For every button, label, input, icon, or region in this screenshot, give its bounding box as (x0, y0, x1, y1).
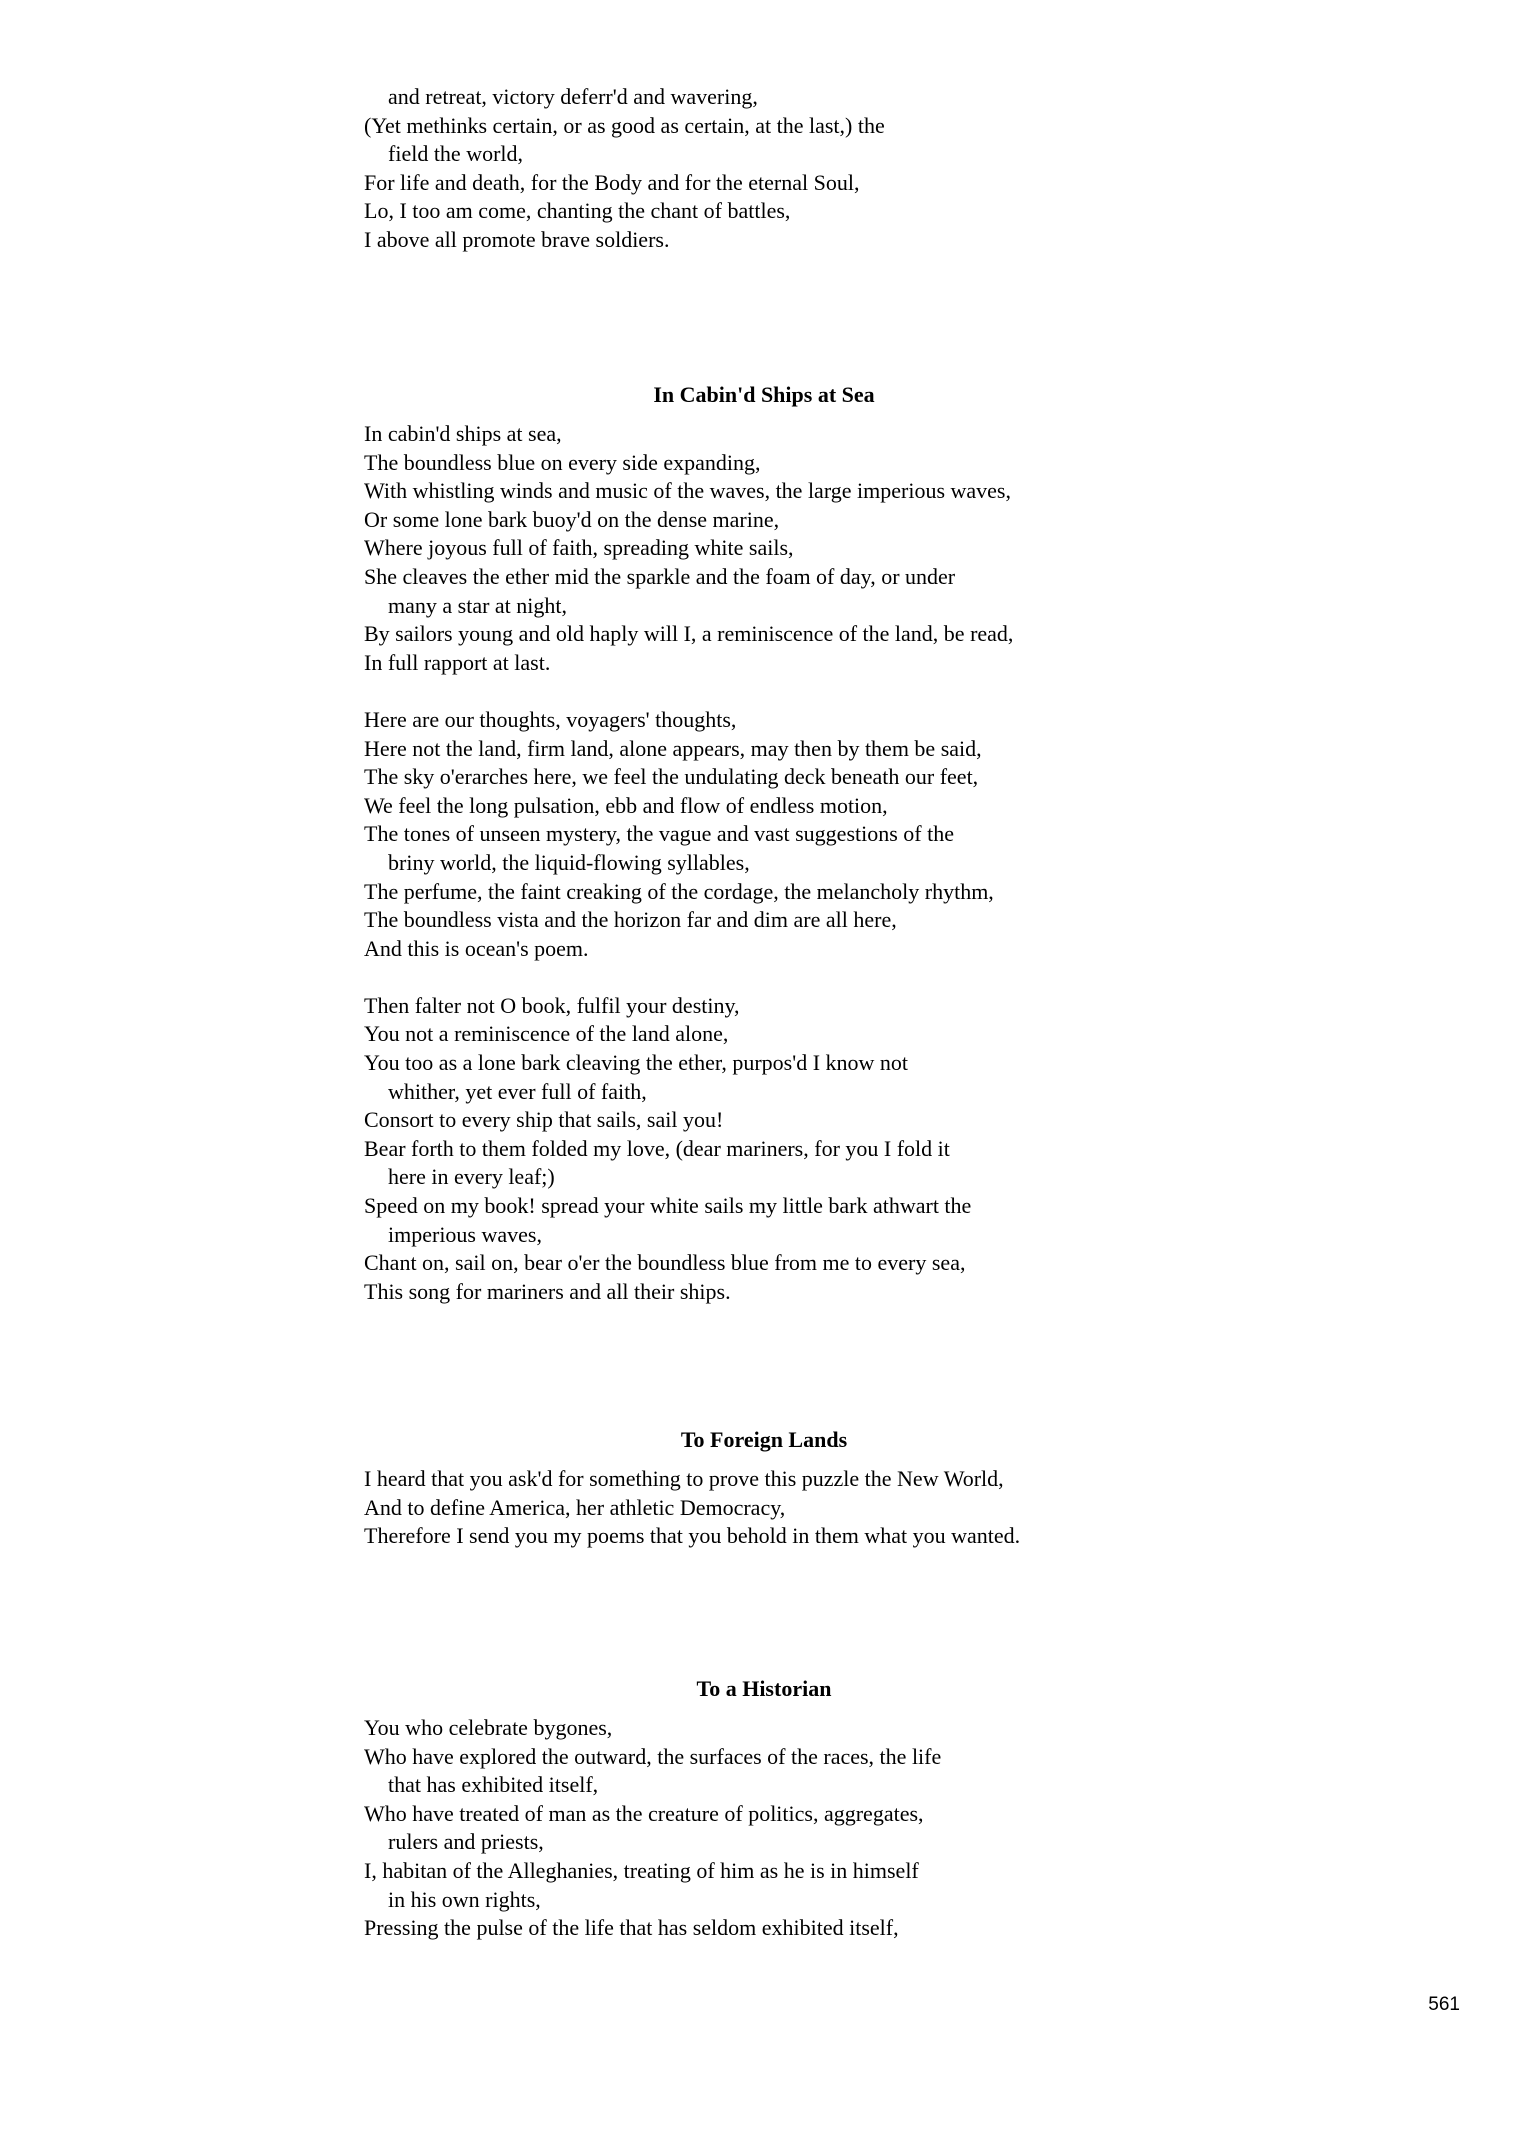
poem-line: that has exhibited itself, (388, 1772, 599, 1798)
poem-title: To Foreign Lands (680, 1427, 848, 1452)
poem-line: briny world, the liquid-flowing syllables, (388, 849, 750, 875)
poem-line: You too as a lone bark cleaving the ether, purpos'd I know not (364, 1050, 909, 1076)
poem-line: And to define America, her athletic Democracy, (364, 1494, 786, 1520)
poem-line: In cabin'd ships at sea, (364, 421, 562, 446)
poem-line: Lo, I too am come, chanting the chant of battles, (364, 198, 791, 224)
poem-line: The perfume, the faint creaking of the cordage, the melancholy rhythm, (364, 878, 994, 904)
poem-line: Then falter not O book, fulfil your destiny, (364, 992, 740, 1018)
poem-title: In Cabin'd Ships at Sea (653, 382, 875, 407)
poem-line: many a star at night, (388, 592, 568, 618)
poem-line: in his own rights, (388, 1886, 541, 1912)
poem-line: I above all promote brave soldiers. (364, 226, 670, 252)
stanza-break (364, 677, 1264, 706)
poem-line: Therefore I send you my poems that you behold in them what you wanted. (364, 1523, 1021, 1549)
poem-line: This song for mariners and all their ships. (364, 1278, 731, 1304)
poem-line: Bear forth to them folded my love, (dear mariners, for you I fold it (364, 1135, 950, 1161)
poem-body (364, 420, 1264, 1306)
poem-line: The boundless vista and the horizon far and dim are all here, (364, 907, 897, 933)
poem-line: She cleaves the ether mid the sparkle and the foam of day, or under (364, 563, 956, 589)
poem-line: I, habitan of the Alleghanies, treating of him as he is in himself (364, 1857, 919, 1883)
poem-line: Or some lone bark buoy'd on the dense marine, (364, 506, 780, 532)
poem-line: (Yet methinks certain, or as good as certain, at the last,) the (364, 112, 885, 138)
poem-line: Where joyous full of faith, spreading white sails, (364, 535, 794, 561)
poem-continuation (364, 83, 1264, 255)
poem-line: Here not the land, firm land, alone appears, may then by them be said, (364, 735, 982, 761)
poem-title: To a Historian (696, 1676, 832, 1701)
poem-line: Here are our thoughts, voyagers' thoughts, (364, 706, 737, 732)
poem-line: You who celebrate bygones, (364, 1715, 613, 1740)
poem-line: I heard that you ask'd for something to prove this puzzle the New World, (364, 1466, 1004, 1491)
poem-line: Who have treated of man as the creature of politics, aggregates, (364, 1800, 924, 1826)
poem-line: Speed on my book! spread your white sails my little bark athwart the (364, 1193, 972, 1219)
poem-line: We feel the long pulsation, ebb and flow of endless motion, (364, 792, 888, 818)
poem-line: whither, yet ever full of faith, (388, 1078, 647, 1104)
stanza-break (364, 963, 1264, 992)
poem-line: rulers and priests, (388, 1829, 544, 1855)
poem-line: Chant on, sail on, bear o'er the boundless blue from me to every sea, (364, 1250, 966, 1276)
poem-line: Who have explored the outward, the surfaces of the races, the life (364, 1743, 942, 1769)
poem-line: The boundless blue on every side expanding, (364, 449, 761, 475)
poem-line: For life and death, for the Body and for the eternal Soul, (364, 169, 860, 195)
poem-line: imperious waves, (388, 1221, 542, 1247)
poem-line: The sky o'erarches here, we feel the undulating deck beneath our feet, (364, 764, 979, 790)
poem-line: Consort to every ship that sails, sail you! (364, 1107, 724, 1133)
poem-line: You not a reminiscence of the land alone, (364, 1021, 729, 1047)
page-number: 561 (1428, 1994, 1460, 2015)
poem-line: here in every leaf;) (388, 1164, 555, 1190)
poem-line: field the world, (388, 141, 524, 167)
poem-line: By sailors young and old haply will I, a reminiscence of the land, be read, (364, 621, 1014, 647)
poem-line: The tones of unseen mystery, the vague and vast suggestions of the (364, 821, 954, 847)
poem-line: With whistling winds and music of the waves, the large imperious waves, (364, 478, 1011, 504)
poem-line: and retreat, victory deferr'd and wavering, (388, 84, 758, 109)
poem-line: Pressing the pulse of the life that has seldom exhibited itself, (364, 1915, 899, 1941)
poem-body (364, 1465, 1264, 1551)
poem-body (364, 1714, 1264, 1943)
poem-line: And this is ocean's poem. (364, 935, 589, 961)
poem-line: In full rapport at last. (364, 649, 551, 675)
